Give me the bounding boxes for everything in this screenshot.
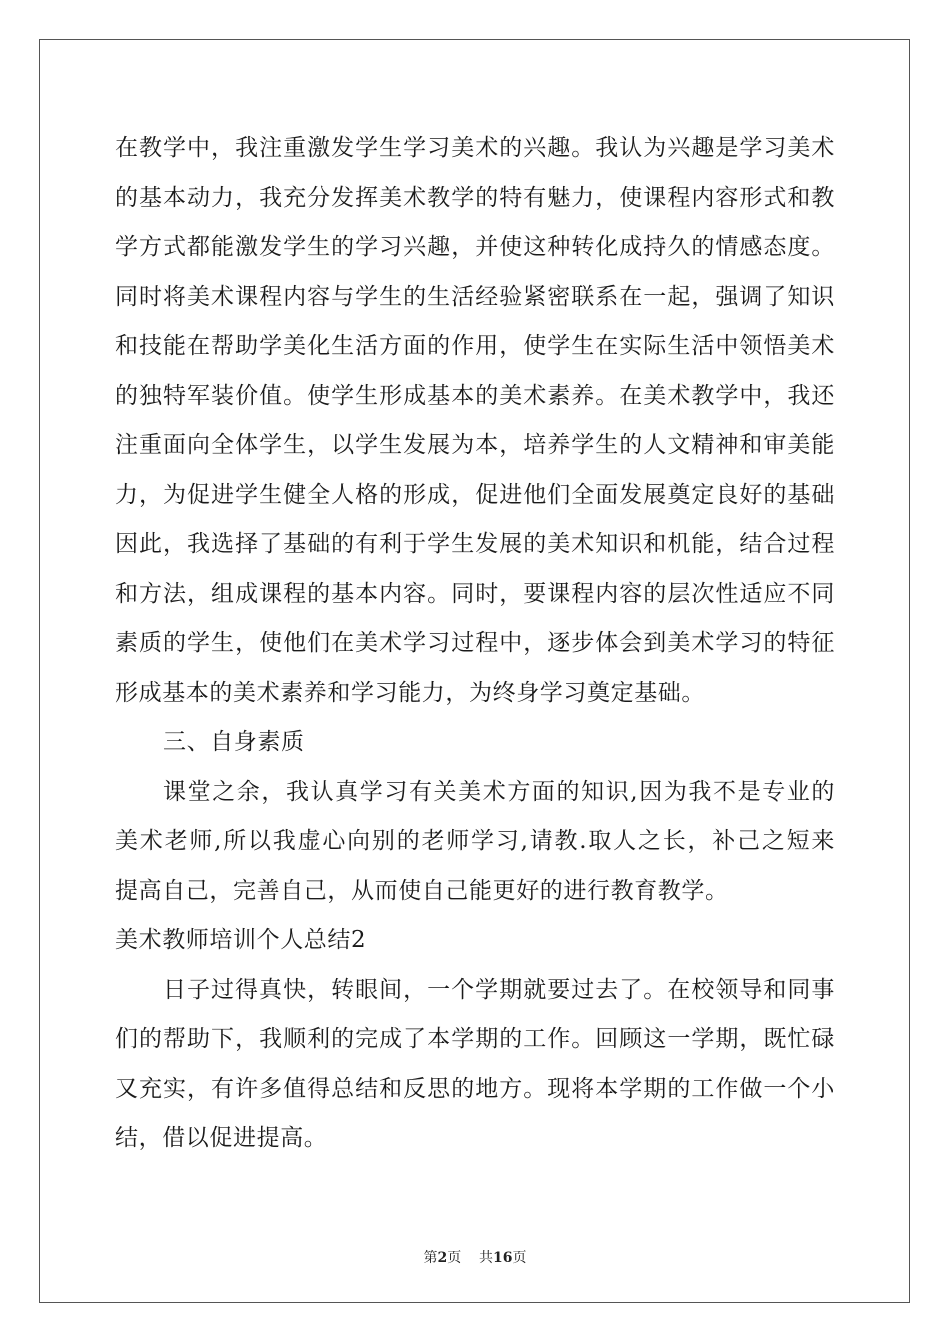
body-line: 日子过得真快，转眼间，一个学期就要过去了。在校领导和同事 — [163, 976, 835, 1003]
body-line: 同时将美术课程内容与学生的生活经验紧密联系在一起，强调了知识 — [115, 283, 835, 310]
page-footer — [0, 1247, 950, 1267]
body-line: 们的帮助下，我顺利的完成了本学期的工作。回顾这一学期，既忙碌 — [115, 1026, 835, 1052]
section-heading: 三、自身素质 — [163, 729, 305, 755]
total-suffix: 页 — [512, 1250, 527, 1266]
body-line: 素质的学生，使他们在美术学习过程中，逐步体会到美术学习的特征 — [115, 630, 835, 656]
body-line: 的基本动力，我充分发挥美术教学的特有魅力，使课程内容形式和教 — [115, 184, 835, 211]
body-line: 课堂之余，我认真学习有关美术方面的知识,因为我不是专业的 — [163, 778, 835, 805]
body-line: 结，借以促进提高。 — [115, 1125, 328, 1151]
body-line: 的独特军装价值。使学生形成基本的美术素养。在美术教学中，我还 — [115, 382, 835, 409]
body-line: 和技能在帮助学美化生活方面的作用，使学生在实际生活中领悟美术 — [115, 333, 835, 359]
body-line: 和方法，组成课程的基本内容。同时，要课程内容的层次性适应不同 — [115, 580, 835, 607]
page-suffix: 页 — [447, 1250, 462, 1266]
page-number: 2 — [437, 1250, 448, 1266]
body-line: 美术老师,所以我虚心向别的老师学习,请教.取人之长，补己之短来 — [115, 828, 835, 854]
page-prefix: 第 — [423, 1250, 438, 1266]
body-line: 注重面向全体学生，以学生发展为本，培养学生的人文精神和审美能 — [115, 432, 835, 458]
document-body — [115, 128, 835, 1168]
body-line: 力，为促进学生健全人格的形成，促进他们全面发展奠定良好的基础 — [115, 481, 835, 508]
total-prefix: 共 — [479, 1250, 494, 1266]
body-line: 提高自己，完善自己，从而使自己能更好的进行教育教学。 — [115, 877, 729, 904]
body-line: 学方式都能激发学生的学习兴趣，并使这种转化成持久的情感态度。 — [115, 234, 835, 260]
body-line: 在教学中，我注重激发学生学习美术的兴趣。我认为兴趣是学习美术 — [115, 135, 835, 161]
total-pages: 16 — [493, 1250, 513, 1266]
body-line: 形成基本的美术素养和学习能力，为终身学习奠定基础。 — [115, 679, 705, 706]
body-line: 又充实，有许多值得总结和反思的地方。现将本学期的工作做一个小 — [115, 1075, 835, 1102]
article-title: 美术教师培训个人总结2 — [115, 927, 367, 953]
body-line: 因此，我选择了基础的有利于学生发展的美术知识和机能，结合过程 — [115, 531, 835, 557]
